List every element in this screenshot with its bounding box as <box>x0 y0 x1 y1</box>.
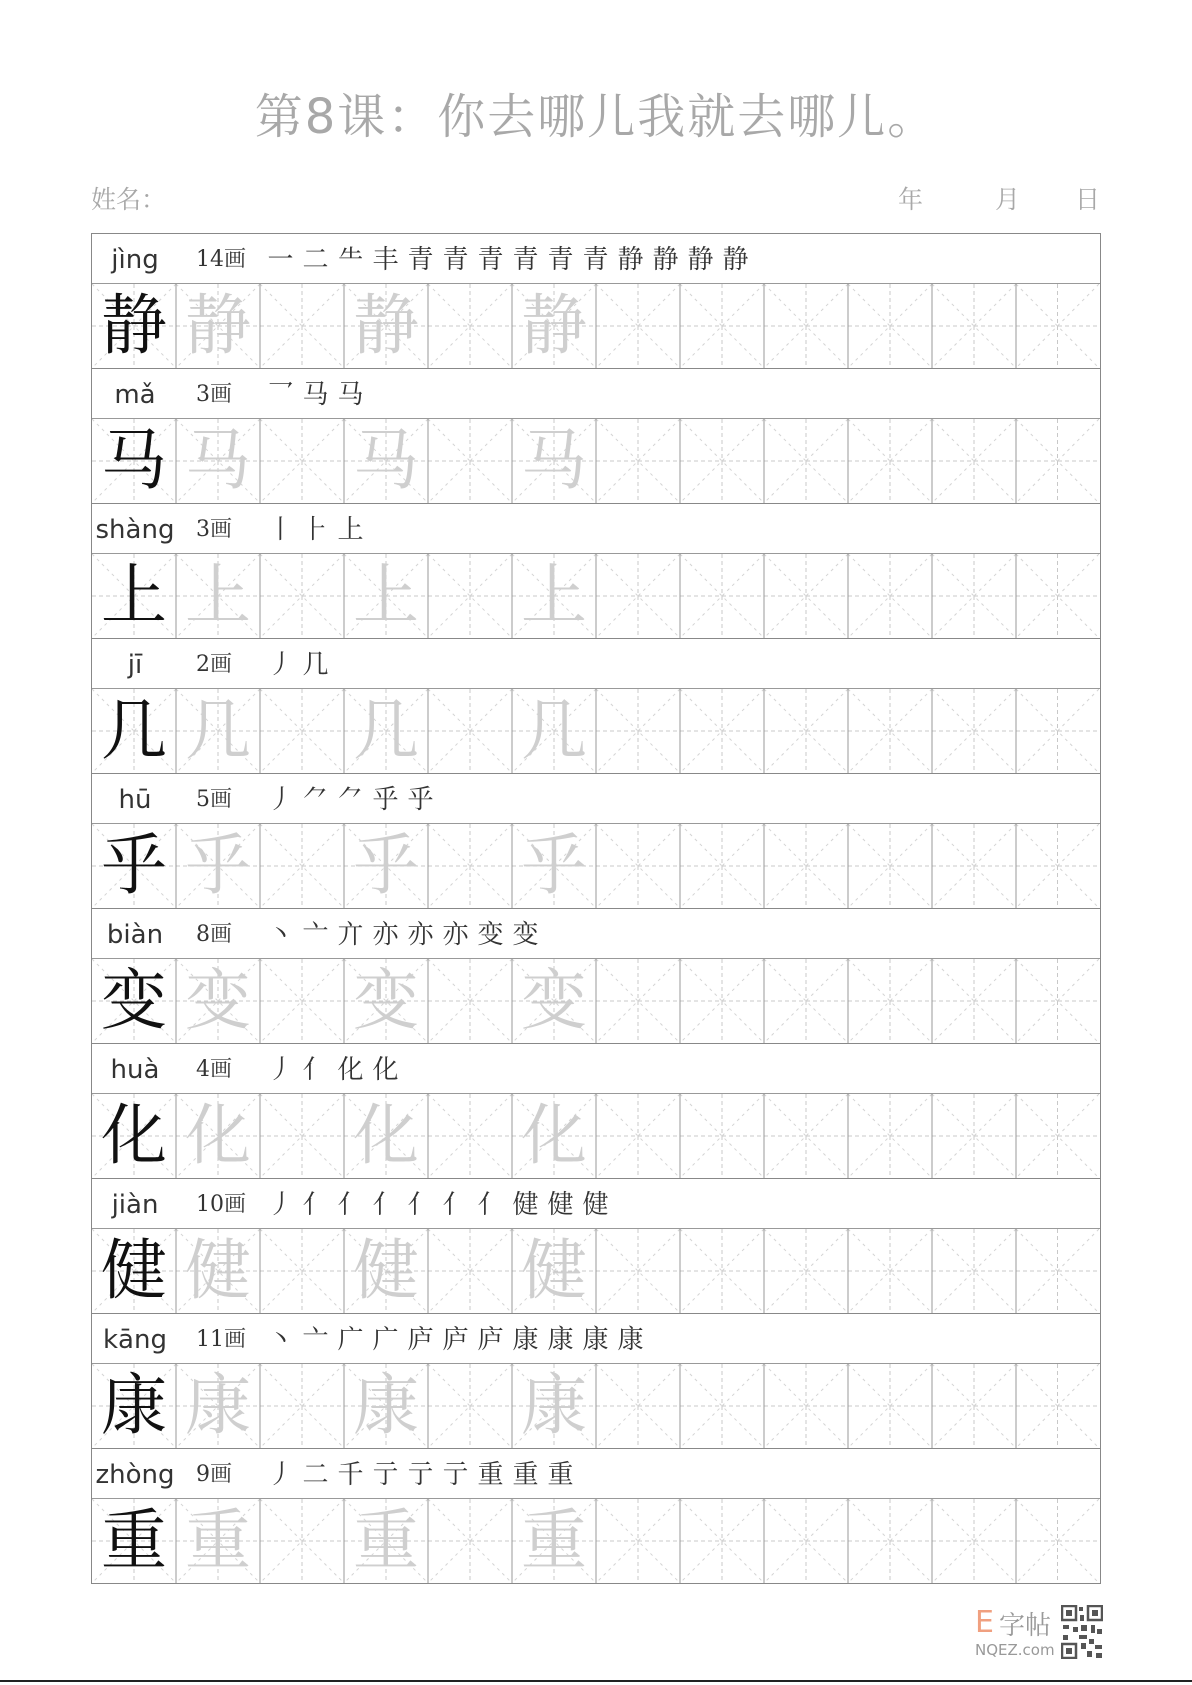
stroke-step: 康 <box>617 1325 644 1355</box>
stroke-step: 二 <box>302 245 329 275</box>
stroke-step: 庐 <box>477 1325 504 1355</box>
stroke-count: 5画 <box>196 787 232 812</box>
brand-logo <box>975 1605 1101 1661</box>
character-header-row <box>92 504 1100 554</box>
model-character: 变 <box>101 962 167 1039</box>
stroke-step: 庐 <box>407 1325 434 1355</box>
trace-character: 重 <box>185 1502 251 1579</box>
stroke-order-sequence <box>263 234 753 283</box>
trace-character: 上 <box>521 557 587 634</box>
pinyin-label: biàn <box>106 920 164 950</box>
pinyin-label: mǎ <box>114 380 156 410</box>
trace-character: 化 <box>185 1097 251 1174</box>
stroke-step: 乛 <box>267 380 294 410</box>
stroke-count: 2画 <box>196 652 232 677</box>
logo-brand: 字帖 <box>999 1611 1052 1641</box>
model-character: 重 <box>101 1502 167 1579</box>
practice-grid-row <box>92 959 1100 1044</box>
trace-character: 化 <box>353 1097 419 1174</box>
model-character: 康 <box>101 1367 167 1444</box>
stroke-order-sequence <box>263 1044 403 1093</box>
stroke-count: 10画 <box>196 1192 246 1217</box>
stroke-step: 亻 <box>302 1190 329 1220</box>
year-label: 年 <box>898 185 924 214</box>
trace-character: 几 <box>353 692 419 769</box>
stroke-step: 亍 <box>407 1460 434 1490</box>
model-character: 几 <box>101 692 167 769</box>
stroke-order-sequence <box>263 1449 578 1498</box>
stroke-step: 变 <box>512 920 539 950</box>
pinyin-label: kāng <box>103 1325 167 1355</box>
stroke-count: 3画 <box>196 382 232 407</box>
stroke-step: 康 <box>582 1325 609 1355</box>
stroke-step: 青 <box>477 245 504 275</box>
stroke-step: 变 <box>477 920 504 950</box>
stroke-step: ⺈ <box>302 785 329 815</box>
character-unit <box>92 369 1100 504</box>
stroke-step: ⺈ <box>337 785 364 815</box>
stroke-step: 广 <box>337 1325 364 1355</box>
stroke-order-sequence <box>263 369 368 418</box>
stroke-order-sequence <box>263 909 543 958</box>
trace-character: 变 <box>185 962 251 1039</box>
stroke-step: 亻 <box>337 1190 364 1220</box>
stroke-step: 青 <box>547 245 574 275</box>
trace-character: 上 <box>185 557 251 634</box>
pinyin-label: jī <box>127 650 143 680</box>
model-character: 健 <box>101 1232 167 1309</box>
practice-grid-row <box>92 1499 1100 1583</box>
stroke-step: 亻 <box>302 1055 329 1085</box>
character-unit <box>92 1044 1100 1179</box>
day-label: 日 <box>1075 185 1101 214</box>
stroke-step: 青 <box>512 245 539 275</box>
trace-character: 马 <box>185 422 251 499</box>
stroke-order-sequence <box>263 1314 648 1363</box>
stroke-step: 亦 <box>372 920 399 950</box>
character-unit <box>92 909 1100 1044</box>
stroke-step: 亻 <box>407 1190 434 1220</box>
stroke-step: ⺊ <box>302 515 329 545</box>
stroke-step: 静 <box>652 245 679 275</box>
character-unit <box>92 774 1100 909</box>
stroke-step: 康 <box>512 1325 539 1355</box>
character-header-row <box>92 234 1100 284</box>
trace-character: 乎 <box>185 827 251 904</box>
trace-character: 康 <box>353 1367 419 1444</box>
stroke-step: 乎 <box>407 785 434 815</box>
stroke-step: 丿 <box>267 1055 294 1085</box>
stroke-order-sequence <box>263 774 438 823</box>
stroke-step: ⺧ <box>337 245 364 275</box>
stroke-step: 乎 <box>372 785 399 815</box>
logo-e: E <box>975 1605 994 1640</box>
stroke-step: 上 <box>337 515 364 545</box>
stroke-step: 丿 <box>267 1460 294 1490</box>
stroke-count: 9画 <box>196 1462 232 1487</box>
practice-grid-row <box>92 284 1100 369</box>
stroke-step: 青 <box>407 245 434 275</box>
stroke-step: 静 <box>617 245 644 275</box>
stroke-step: 重 <box>512 1460 539 1490</box>
stroke-step: 亍 <box>372 1460 399 1490</box>
stroke-count: 3画 <box>196 517 232 542</box>
character-header-row <box>92 909 1100 959</box>
stroke-order-sequence <box>263 639 333 688</box>
trace-character: 变 <box>353 962 419 1039</box>
character-header-row <box>92 774 1100 824</box>
character-header-row <box>92 639 1100 689</box>
stroke-count: 4画 <box>196 1057 232 1082</box>
trace-character: 健 <box>521 1232 587 1309</box>
stroke-step: 健 <box>582 1190 609 1220</box>
stroke-step: 丿 <box>267 1190 294 1220</box>
pinyin-label: zhòng <box>95 1460 175 1490</box>
character-header-row <box>92 1179 1100 1229</box>
page-title: 第8课：你去哪儿我就去哪儿。 <box>254 89 938 145</box>
stroke-step: 千 <box>337 1460 364 1490</box>
pinyin-label: huà <box>110 1055 160 1085</box>
practice-grid-row <box>92 554 1100 639</box>
practice-grid-row <box>92 1229 1100 1314</box>
trace-character: 化 <box>521 1097 587 1174</box>
practice-sheet <box>91 233 1101 1584</box>
trace-character: 马 <box>521 422 587 499</box>
character-unit <box>92 504 1100 639</box>
trace-character: 重 <box>521 1502 587 1579</box>
trace-character: 重 <box>353 1502 419 1579</box>
stroke-step: 一 <box>267 245 294 275</box>
stroke-count: 8画 <box>196 922 232 947</box>
stroke-step: 亻 <box>442 1190 469 1220</box>
trace-character: 康 <box>185 1367 251 1444</box>
stroke-step: 青 <box>442 245 469 275</box>
character-unit <box>92 639 1100 774</box>
stroke-step: 几 <box>302 650 329 680</box>
stroke-step: 静 <box>687 245 714 275</box>
character-unit <box>92 1449 1100 1583</box>
stroke-order-sequence <box>263 504 368 553</box>
trace-character: 上 <box>353 557 419 634</box>
trace-character: 健 <box>353 1232 419 1309</box>
stroke-step: 庐 <box>442 1325 469 1355</box>
stroke-step: 重 <box>547 1460 574 1490</box>
trace-character: 变 <box>521 962 587 1039</box>
trace-character: 乎 <box>521 827 587 904</box>
stroke-step: 化 <box>372 1055 399 1085</box>
practice-grid-row <box>92 1364 1100 1449</box>
pinyin-label: shàng <box>95 515 175 545</box>
stroke-step: 康 <box>547 1325 574 1355</box>
stroke-step: 马 <box>302 380 329 410</box>
stroke-step: 亣 <box>337 920 364 950</box>
stroke-step: 健 <box>547 1190 574 1220</box>
stroke-step: 广 <box>372 1325 399 1355</box>
practice-grid-row <box>92 689 1100 774</box>
trace-character: 几 <box>521 692 587 769</box>
stroke-step: 青 <box>582 245 609 275</box>
logo-site: NQEZ.com <box>975 1641 1055 1659</box>
trace-character: 乎 <box>353 827 419 904</box>
stroke-step: 亠 <box>302 1325 329 1355</box>
trace-character: 马 <box>353 422 419 499</box>
practice-grid-row <box>92 419 1100 504</box>
stroke-step: 静 <box>722 245 749 275</box>
stroke-count: 11画 <box>196 1327 246 1352</box>
trace-character: 静 <box>353 287 419 364</box>
pinyin-label: hū <box>118 785 152 815</box>
practice-grid-row <box>92 1094 1100 1179</box>
character-header-row <box>92 1044 1100 1094</box>
stroke-step: 亦 <box>407 920 434 950</box>
character-unit <box>92 1179 1100 1314</box>
stroke-step: 亻 <box>477 1190 504 1220</box>
stroke-step: 丿 <box>267 785 294 815</box>
trace-character: 健 <box>185 1232 251 1309</box>
stroke-step: 丿 <box>267 650 294 680</box>
qr-code-icon <box>1061 1605 1103 1659</box>
character-header-row <box>92 1449 1100 1499</box>
practice-grid-row <box>92 824 1100 909</box>
stroke-step: 丶 <box>267 920 294 950</box>
stroke-count: 14画 <box>196 247 246 272</box>
character-header-row <box>92 1314 1100 1364</box>
model-character: 乎 <box>101 827 167 904</box>
pinyin-label: jìng <box>111 245 159 275</box>
character-unit <box>92 1314 1100 1449</box>
stroke-step: 健 <box>512 1190 539 1220</box>
pinyin-label: jiàn <box>111 1190 159 1220</box>
month-label: 月 <box>995 185 1021 214</box>
model-character: 上 <box>101 557 167 634</box>
trace-character: 几 <box>185 692 251 769</box>
model-character: 化 <box>101 1097 167 1174</box>
trace-character: 康 <box>521 1367 587 1444</box>
stroke-step: 重 <box>477 1460 504 1490</box>
stroke-step: 马 <box>337 380 364 410</box>
stroke-step: 丨 <box>267 515 294 545</box>
stroke-step: 亦 <box>442 920 469 950</box>
stroke-step: 丶 <box>267 1325 294 1355</box>
model-character: 静 <box>101 287 167 364</box>
stroke-step: 亍 <box>442 1460 469 1490</box>
trace-character: 静 <box>521 287 587 364</box>
stroke-step: 亻 <box>372 1190 399 1220</box>
character-unit <box>92 234 1100 369</box>
trace-character: 静 <box>185 287 251 364</box>
stroke-step: 丰 <box>372 245 399 275</box>
stroke-step: 二 <box>302 1460 329 1490</box>
stroke-order-sequence <box>263 1179 613 1228</box>
model-character: 马 <box>101 422 167 499</box>
name-label: 姓名： <box>91 185 167 214</box>
stroke-step: 亠 <box>302 920 329 950</box>
bottom-border-line <box>0 1680 1192 1682</box>
character-header-row <box>92 369 1100 419</box>
stroke-step: 化 <box>337 1055 364 1085</box>
